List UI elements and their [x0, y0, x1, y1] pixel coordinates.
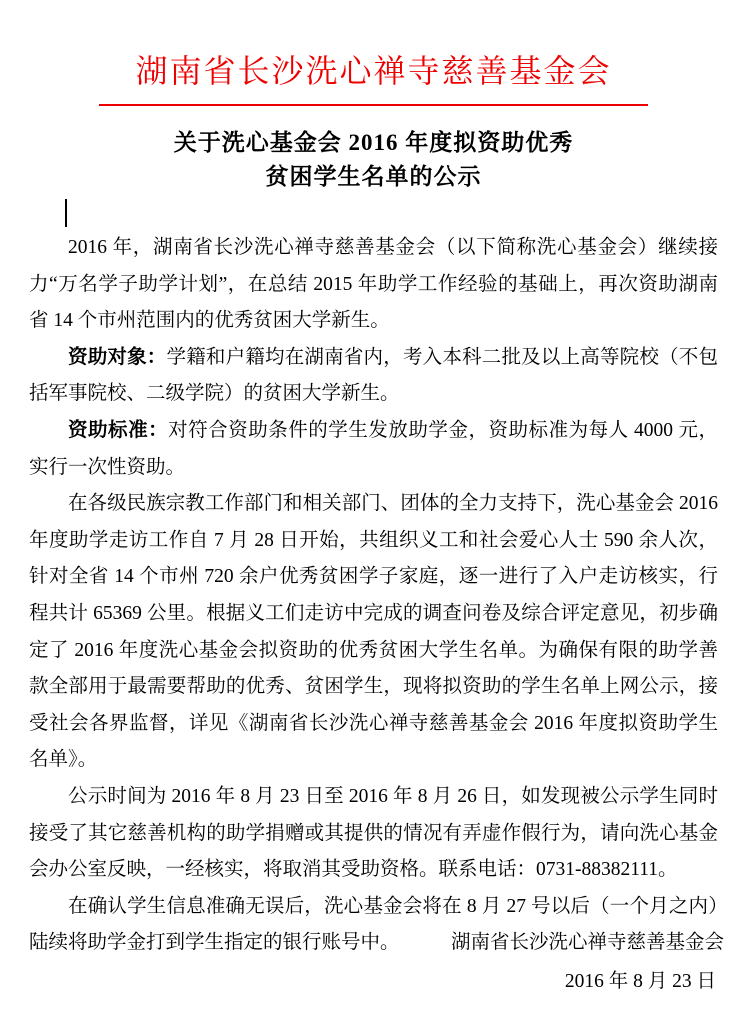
paragraph-text: 在各级民族宗教工作部门和相关部门、团体的全力支持下，洗心基金会 2016 年度助学走访工作自 7 月 28 日开始，共组织义工和社会爱心人士 590 余人次，针对全省 14 个市州 720 余户优秀贫困学子家庭，逐一进行了入户走访核实，行程共计 65369 公里。根据义工们走访中完成的调查问卷及综合评定意见，初步确定了 2016 年度洗心基金会拟资助的优秀贫困大学生名单。为确保有限的助学善款全部用于最需要帮助的优秀、贫困学生，现将拟资助的学生名单上网公示，接受社会各界监督，详见《湖南省长沙洗心禅寺慈善基金会 2016 年度拟资助学生名单》。: [29, 493, 718, 771]
heading-line-1: 关于洗心基金会 2016 年度拟资助优秀: [173, 130, 574, 155]
text-cursor: [65, 199, 67, 227]
heading-line-2: 贫困学生名单的公示: [265, 164, 482, 189]
header-divider-line: [99, 104, 648, 106]
paragraph-text: 在确认学生信息准确无误后，洗心基金会将在 8 月 27 号以后（一个月之内）陆续将助学金打到学生指定的银行账号中。: [29, 895, 718, 954]
paragraph-intro[interactable]: [29, 230, 718, 340]
paragraph-text: 对符合资助条件的学生发放助学金，资助标准为每人 4000 元，实行一次性资助。: [29, 419, 718, 478]
paragraph-lead: 资助对象：: [68, 346, 167, 368]
signature-date: 2016 年 8 月 23 日: [564, 971, 716, 992]
signature-block[interactable]: [0, 926, 747, 999]
paragraph-funding-target[interactable]: [29, 340, 718, 413]
paragraph-text: 学籍和户籍均在湖南省内，考入本科二批及以上高等院校（不包括军事院校、二级学院）的贫困大学新生。: [29, 346, 718, 405]
paragraph-funding-standard[interactable]: [29, 413, 718, 486]
paragraph-text: 2016 年，湖南省长沙洗心禅寺慈善基金会（以下简称洗心基金会）继续接力“万名学子助学计划”，在总结 2015 年助学工作经验的基础上，再次资助湖南省 14 个市州范围内的优秀贫困大学新生。: [29, 237, 718, 332]
paragraph-text: 公示时间为 2016 年 8 月 23 日至 2016 年 8 月 26 日，如发现被公示学生同时接受了其它慈善机构的助学捐赠或其提供的情况有弄虚作假行为，请向洗心基金会办公室反映，一经核实，将取消其受助资格。联系电话：0731-88382111。: [29, 785, 718, 881]
paragraph-lead: 资助标准：: [68, 419, 169, 441]
organization-title[interactable]: 湖南省长沙洗心禅寺慈善基金会: [135, 53, 612, 89]
document-body[interactable]: [29, 230, 718, 962]
paragraph-publicity-period[interactable]: [29, 779, 718, 889]
document-heading[interactable]: [0, 126, 747, 194]
paragraph-visit-work[interactable]: [29, 486, 718, 779]
signature-organization: 湖南省长沙洗心禅寺慈善基金会: [450, 932, 724, 953]
